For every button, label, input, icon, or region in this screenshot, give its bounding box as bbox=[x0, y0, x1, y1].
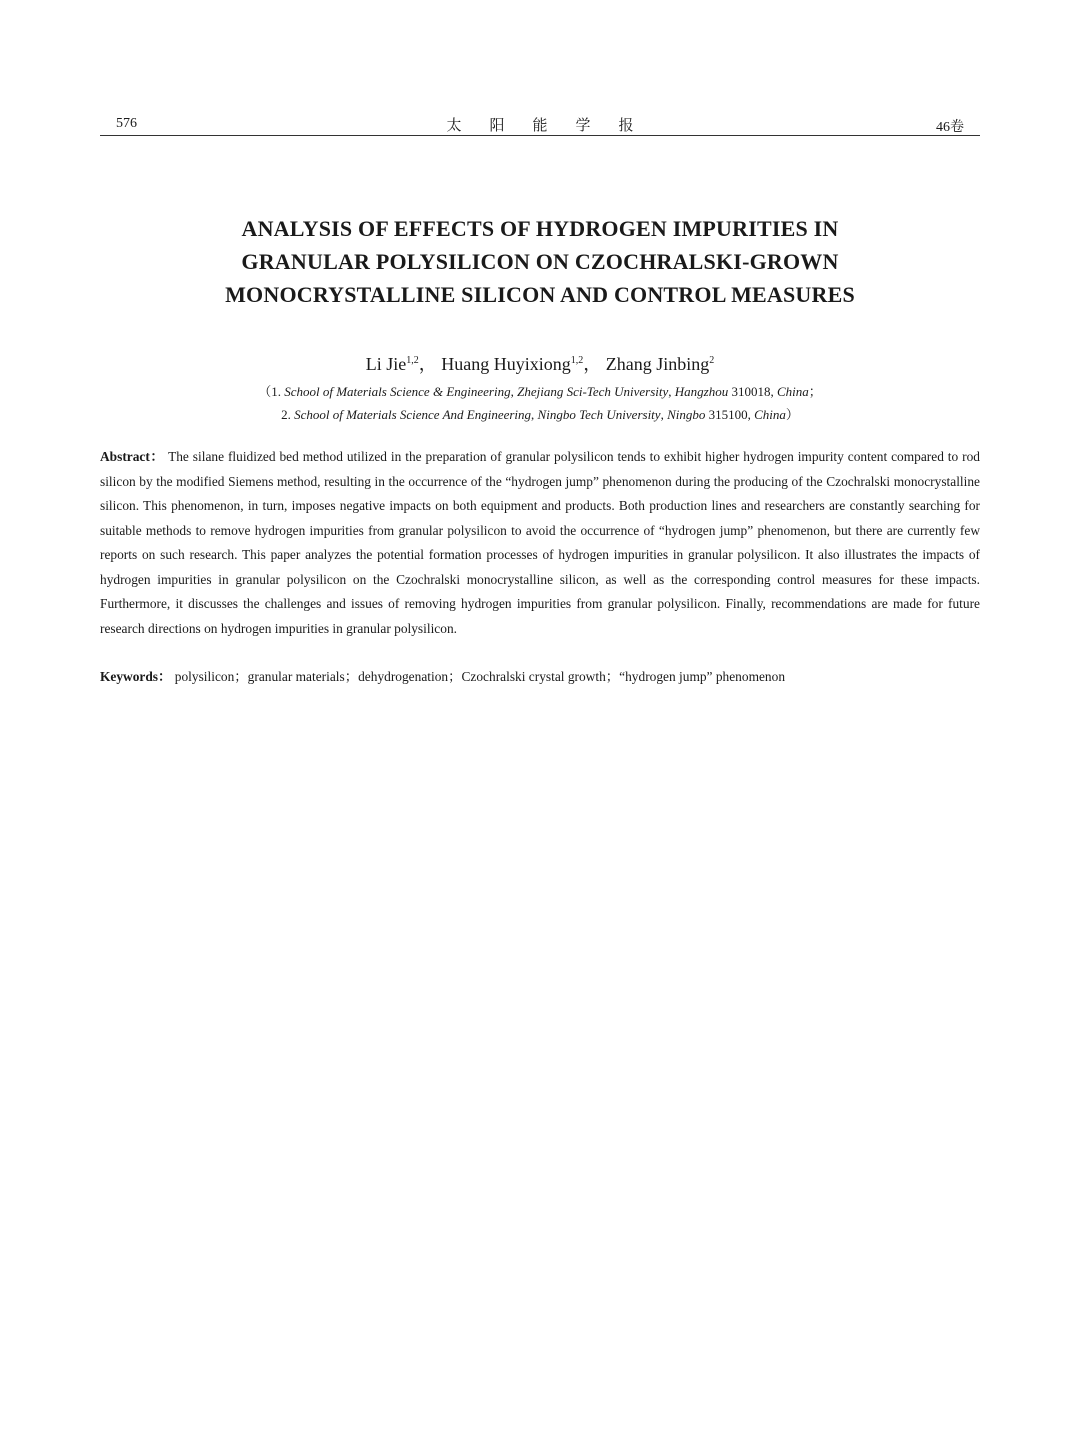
volume-label: 46卷 bbox=[936, 120, 964, 135]
title-line: ANALYSIS OF EFFECTS OF HYDROGEN IMPURITIES IN bbox=[241, 216, 839, 241]
affil-end: ； bbox=[808, 384, 822, 399]
affil-zip: 310018 bbox=[731, 384, 771, 399]
affil-school: School of Materials Science & Engineering bbox=[284, 384, 511, 399]
affil-city: Hangzhou bbox=[674, 384, 729, 399]
abstract-label: Abstract： bbox=[100, 449, 165, 464]
affil-sep: , bbox=[531, 407, 538, 422]
affiliation-2 bbox=[100, 404, 980, 423]
affil-zip: 315100 bbox=[708, 407, 748, 422]
abstract-text: The silane fluidized bed method utilized in the preparation of granular polysilicon tends to exhibit higher hydrogen impurity content compared to rod silicon by the modified Siemens method, resulting in the occurrence of the “hydrogen jump” phenomenon during the producing of the Czochralski monocrystalline silicon. This phenomenon, in turn, imposes negative impacts on both equipment and products. Both production lines and researchers are constantly searching for suitable methods to remove hydrogen impurities from granular polysilicon to avoid the occurrence of “hydrogen jump” phenomenon, but there are currently few reports on such research. This paper analyzes the potential formation processes of hydrogen impurities in granular polysilicon. It also illustrates the impacts of hydrogen impurities in granular polysilicon on the Czochralski monocrystalline silicon, as well as the corresponding control measures for these impacts. Furthermore, it discusses the challenges and issues of removing hydrogen impurities from granular polysilicon. Finally, recommendations are made for future research directions on hydrogen impurities in granular polysilicon. bbox=[100, 449, 980, 636]
keywords-text: polysilicon；granular materials；dehydrogenation；Czochralski crystal growth；“hydrogen jump” phenomenon bbox=[174, 669, 786, 684]
affil-university: Ningbo Tech University bbox=[537, 407, 661, 422]
keywords bbox=[100, 665, 980, 690]
affil-sep: , bbox=[770, 384, 777, 399]
author-affil-mark: 2 bbox=[709, 355, 715, 366]
title-line: GRANULAR POLYSILICON ON CZOCHRALSKI-GROWN bbox=[241, 249, 839, 274]
abstract bbox=[100, 445, 980, 641]
author-name: Huang Huyixiong bbox=[441, 354, 571, 374]
affil-country: China bbox=[754, 407, 786, 422]
affil-prefix: 2. bbox=[281, 407, 295, 422]
author-name: Li Jie bbox=[365, 354, 407, 374]
author-separator: ， bbox=[583, 354, 602, 374]
affil-school: School of Materials Science And Engineering bbox=[294, 407, 532, 422]
title-line: MONOCRYSTALLINE SILICON AND CONTROL MEASURES bbox=[225, 282, 855, 307]
affil-end: ） bbox=[785, 407, 799, 422]
keywords-label: Keywords： bbox=[100, 669, 172, 684]
affil-university: Zhejiang Sci-Tech University bbox=[517, 384, 669, 399]
journal-name: 太阳能学报 bbox=[446, 118, 662, 134]
affil-sep: , bbox=[668, 384, 675, 399]
affil-sep: , bbox=[747, 407, 755, 422]
author-affil-mark: 1,2 bbox=[570, 355, 584, 366]
affil-sep: , bbox=[510, 384, 518, 399]
affil-sep: , bbox=[660, 407, 668, 422]
author-name: Zhang Jinbing bbox=[605, 354, 710, 374]
affil-city: Ningbo bbox=[667, 407, 706, 422]
author-list bbox=[100, 350, 980, 376]
running-header bbox=[100, 113, 980, 136]
affil-prefix: （1. bbox=[258, 384, 285, 399]
author-affil-mark: 1,2 bbox=[406, 355, 419, 366]
paper-title bbox=[100, 212, 980, 311]
author-separator: ， bbox=[418, 354, 437, 374]
page-number: 576 bbox=[116, 116, 137, 131]
affil-country: China bbox=[776, 384, 809, 399]
affiliation-1 bbox=[100, 381, 980, 400]
